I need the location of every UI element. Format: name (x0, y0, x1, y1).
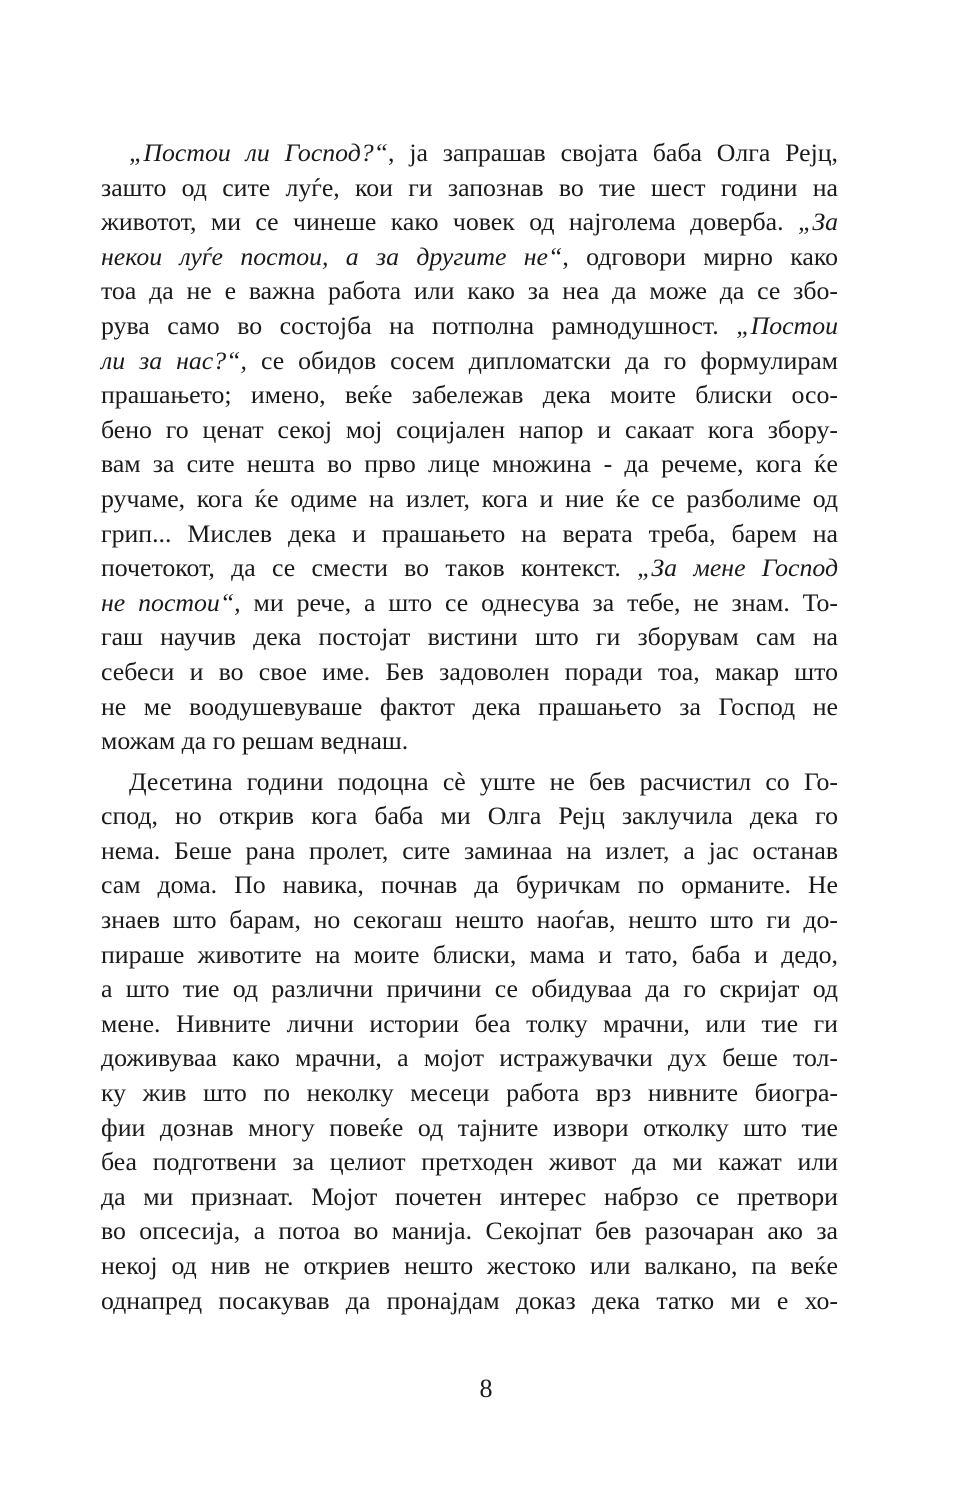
text-line: некој од нив не откриев нешто жестоко или валкано, па веќе (101, 1251, 838, 1280)
text-line: ручаме, кога ќе одиме на излет, кога и ние ќе се разболиме од (101, 483, 838, 513)
text-line: фии дознав многу повеќе од тајните извори отколку што тие (101, 1112, 838, 1142)
text-line: знаев што барам, но секогаш нешто наоѓав, нешто што ги до- (101, 905, 838, 935)
text-line: гаш научив дека постојат вистини што ги зборувам сам на (101, 622, 838, 652)
text-line: вам за сите нешта во прво лице множина - да речеме, кога ќе (101, 449, 838, 479)
text-line: пираше животите на моите блиски, мама и тато, баба и дедо, (101, 939, 838, 969)
text-line: бено го ценат секој мој социјален напор и сакаат кога збору- (101, 414, 838, 444)
text-line: а што тие од различни причини се обидуваа да го скријат од (101, 974, 838, 1004)
quote-text: не постои“, (101, 587, 241, 617)
line-text: почетокот, да се смести во таков контекст. (101, 553, 638, 583)
text-line: нема. Беше рана пролет, сите заминаа на излет, а јас останав (101, 835, 838, 865)
text-line (101, 551, 838, 586)
line-text: животот, ми се чинеше како човек од најголема доверба. (101, 207, 798, 237)
paragraph-2 (101, 765, 838, 1319)
text-line (101, 586, 838, 621)
text-line: себеси и во свое име. Бев задоволен поради тоа, макар што (101, 656, 838, 686)
text-line (101, 205, 838, 240)
quote-text: „За (797, 207, 838, 237)
line-text: , ја запрашав својата баба Олга Рејц, (388, 138, 838, 167)
line-text: се обидов сосем дипломатски да го формулирам (246, 345, 838, 375)
text-line: грип... Мислев дека и прашањето на верата треба, барем на (101, 518, 838, 548)
paragraph-1 (101, 136, 838, 759)
text-line: спод, но открив кога баба ми Олга Рејц заклучила дека го (101, 801, 838, 831)
quote-text: „Постои ли Господ?“ (129, 138, 389, 167)
quote-text: „Постои (736, 310, 838, 340)
body-text (101, 136, 838, 1318)
text-line: сам дома. По навика, почнав да буричкам по орманите. Не (101, 870, 838, 900)
text-line: беа подготвени за целиот претходен живот да ми кажат или (101, 1147, 838, 1177)
text-line: Десетина години подоцна сè уште не бев расчистил со Го- (129, 766, 838, 796)
text-line: можам да го решам веднаш. (101, 726, 409, 756)
line-text: , одговори мирно како (562, 241, 838, 271)
text-line: зашто од сите луѓе, кои ги запознав во тие шест години на (101, 172, 838, 202)
text-line: тоа да не е важна работа или како за неа да може да се збо- (101, 276, 838, 306)
text-line (101, 136, 838, 171)
quote-text: некои луѓе постои, а за другите не“ (101, 241, 563, 271)
text-line (101, 240, 838, 275)
line-text: ми рече, а што се однесува за тебе, не знам. То- (240, 587, 838, 617)
text-line (101, 309, 838, 344)
page-number: 8 (479, 1374, 493, 1403)
text-line: однапред посакував да пронајдам доказ дека татко ми е хо- (101, 1285, 838, 1315)
quote-text: ли за нас?“, (101, 345, 247, 375)
quote-text: „За мене Господ (637, 553, 839, 583)
text-line: ку жив што по неколку месеци работа врз нивните биогра- (101, 1078, 838, 1108)
line-text: рува само во состојба на потполна рамнодушност. (101, 310, 737, 340)
text-line: доживуваа како мрачни, а мојот истражувачки дух беше тол- (101, 1043, 838, 1073)
text-line: не ме воодушевуваше фактот дека прашањето за Господ не (101, 691, 838, 721)
text-line: во опсесија, а потоа во манија. Секојпат бев разочаран ако за (101, 1216, 838, 1246)
text-line: прашањето; имено, веќе забележав дека моите блиски осо- (101, 380, 838, 410)
text-line: мене. Нивните лични истории беа толку мрачни, или тие ги (101, 1008, 838, 1038)
text-line (101, 344, 838, 379)
text-line: да ми признаат. Мојот почетен интерес набрзо се претвори (101, 1181, 838, 1211)
